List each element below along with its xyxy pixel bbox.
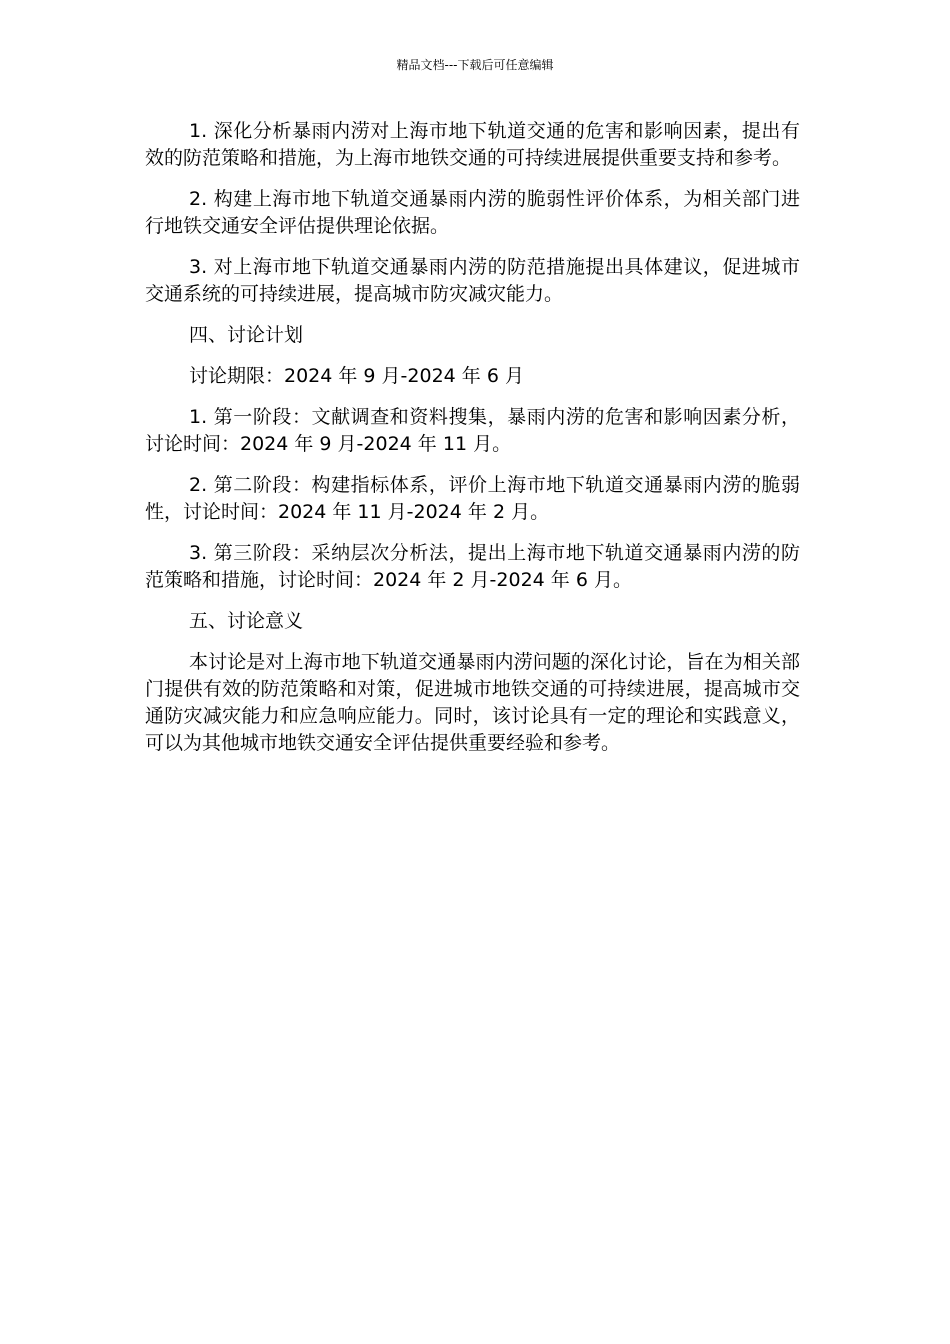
plan-stage-3: 3. 第三阶段：采纳层次分析法，提出上海市地下轨道交通暴雨内涝的防范策略和措施，讨论时间：2024 年 2 月-2024 年 6 月。	[145, 542, 800, 591]
section-heading-plan: 四、讨论计划	[189, 324, 304, 346]
objective-item-1: 1. 深化分析暴雨内涝对上海市地下轨道交通的危害和影响因素，提出有效的防范策略和措施，为上海市地铁交通的可持续进展提供重要支持和参考。	[145, 120, 800, 169]
objective-item-3: 3. 对上海市地下轨道交通暴雨内涝的防范措施提出具体建议，促进城市交通系统的可持续进展，提高城市防灾减灾能力。	[145, 256, 800, 305]
document-body	[145, 118, 800, 771]
plan-stage-2: 2. 第二阶段：构建指标体系，评价上海市地下轨道交通暴雨内涝的脆弱性，讨论时间：2024 年 11 月-2024 年 2 月。	[145, 474, 800, 523]
section-heading-significance: 五、讨论意义	[189, 610, 304, 632]
page-header: 精品文档---下载后可任意编辑	[396, 58, 554, 72]
plan-stage-1: 1. 第一阶段：文献调查和资料搜集，暴雨内涝的危害和影响因素分析，讨论时间：2024 年 9 月-2024 年 11 月。	[145, 406, 800, 455]
plan-period: 讨论期限：2024 年 9 月-2024 年 6 月	[189, 365, 524, 387]
significance-paragraph: 本讨论是对上海市地下轨道交通暴雨内涝问题的深化讨论，旨在为相关部门提供有效的防范策略和对策，促进城市地铁交通的可持续进展，提高城市交通防灾减灾能力和应急响应能力。同时，该讨论具有一定的理论和实践意义，可以为其他城市地铁交通安全评估提供重要经验和参考。	[145, 651, 800, 754]
objective-item-2: 2. 构建上海市地下轨道交通暴雨内涝的脆弱性评价体系，为相关部门进行地铁交通安全评估提供理论依据。	[145, 188, 800, 237]
